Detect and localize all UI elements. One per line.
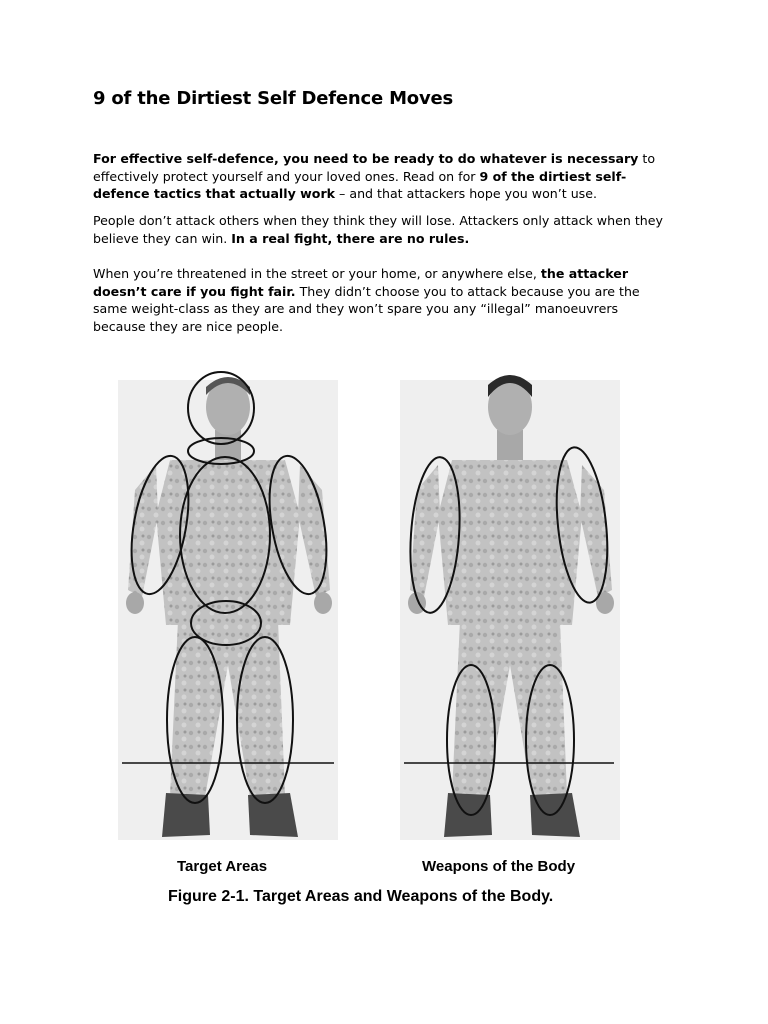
body-text: When you’re threatened in the street or your home, or anywhere else,	[93, 266, 541, 281]
body-text: People don’t attack others when they think they will lose. Attackers only attack when they believe they can win.	[93, 213, 663, 246]
figure-caption: Figure 2-1. Target Areas and Weapons of the Body.	[168, 888, 554, 905]
body-diagram-figure	[90, 365, 650, 920]
target-areas-figure	[118, 372, 338, 840]
target-areas-label: Target Areas	[177, 858, 268, 875]
emphasis-text: In a real fight, there are no rules.	[231, 230, 470, 246]
page-title: 9 of the Dirtiest Self Defence Moves	[93, 88, 454, 109]
emphasis-text: For effective self-defence, you need to be ready to do whatever is necessary	[93, 151, 639, 166]
fair-fight-paragraph	[93, 265, 673, 335]
body-text: They didn’t choose you to attack because you are the same weight-class as they are and they won’t spare you any “illegal” manoeuvrers because they are nice people.	[93, 283, 640, 334]
body-text: to effectively protect yourself and your loved ones. Read on for	[93, 151, 656, 184]
weapons-of-body-figure	[400, 375, 620, 840]
emphasis-text: the attacker doesn’t care if you fight fair.	[93, 266, 629, 299]
intro-paragraph	[93, 150, 673, 203]
emphasis-text: 9 of the dirtiest self-defence tactics that actually work	[93, 168, 627, 202]
rules-paragraph	[93, 212, 673, 247]
weapons-of-body-label: Weapons of the Body	[422, 858, 576, 875]
body-text: – and that attackers hope you won’t use.	[335, 186, 597, 202]
